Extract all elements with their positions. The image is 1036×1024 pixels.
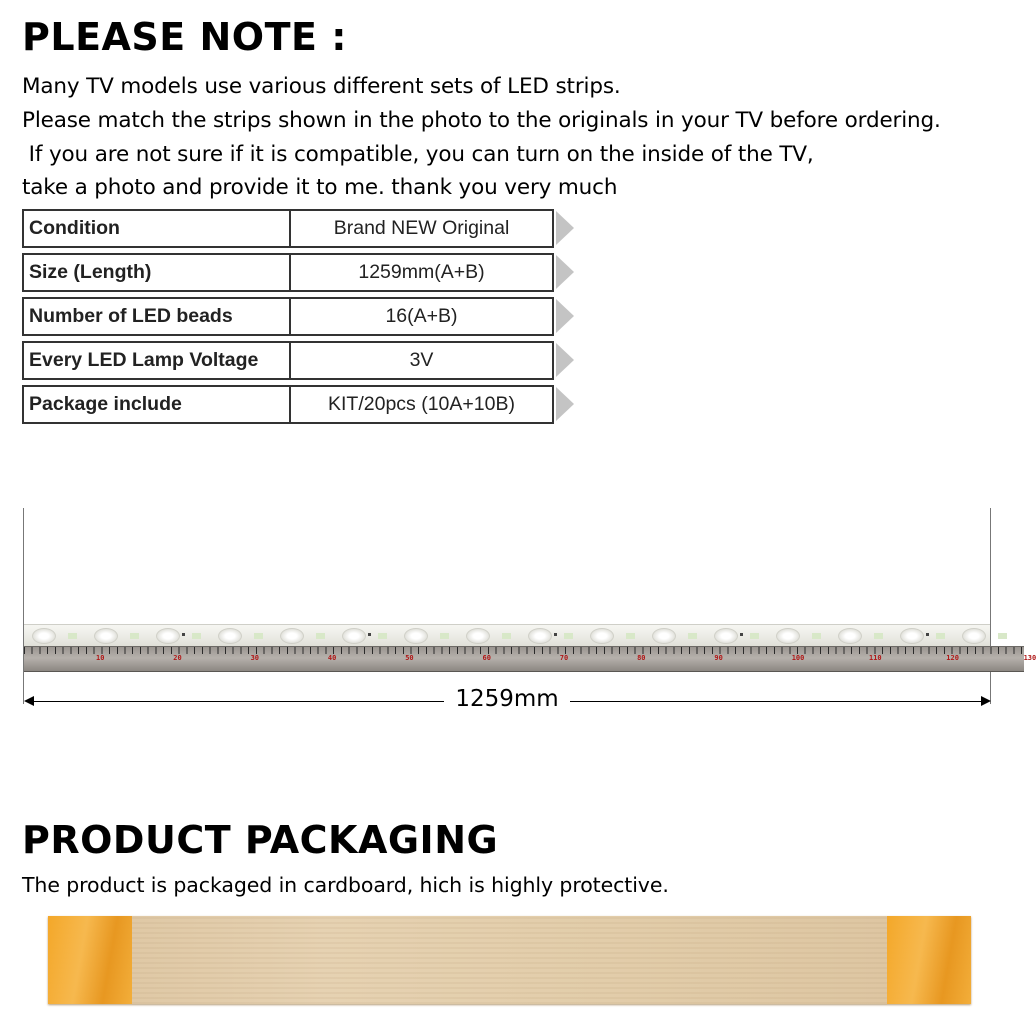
led-bead [900, 628, 924, 644]
led-pad [998, 633, 1007, 639]
led-bead [652, 628, 676, 644]
dimension-line [570, 701, 983, 702]
spec-label: Package include [24, 387, 291, 422]
tape-right [887, 916, 971, 1004]
spec-value: 3V [409, 349, 434, 371]
measure-guide-right [990, 508, 991, 704]
dimension-line [32, 701, 444, 702]
led-pad [936, 633, 945, 639]
packaging-title: PRODUCT PACKAGING [22, 818, 499, 862]
spec-row-box [22, 341, 554, 380]
spec-row-box [22, 209, 554, 248]
spec-label: Size (Length) [24, 255, 291, 290]
led-bead [32, 628, 56, 644]
length-dimension [24, 686, 991, 716]
spec-value: 1259mm(A+B) [358, 261, 485, 283]
led-strip-photo [24, 620, 1036, 672]
led-pad [564, 633, 573, 639]
spec-row-voltage [22, 341, 582, 385]
led-pad [812, 633, 821, 639]
length-label: 1259mm [444, 686, 570, 712]
led-pad [254, 633, 263, 639]
spec-row-led-beads [22, 297, 582, 341]
packaging-description: The product is packaged in cardboard, hich is highly protective. [22, 873, 669, 897]
led-dot [368, 633, 371, 636]
led-bead [838, 628, 862, 644]
ruler-number: 90 [714, 654, 723, 662]
led-bead [776, 628, 800, 644]
ruler-number: 130 [1023, 654, 1036, 662]
spec-row-package [22, 385, 582, 429]
led-dot [182, 633, 185, 636]
led-strip [24, 624, 990, 648]
spec-label: Every LED Lamp Voltage [24, 343, 291, 378]
led-pad [874, 633, 883, 639]
spec-value: KIT/20pcs (10A+10B) [328, 393, 515, 415]
note-line: take a photo and provide it to me. thank you very much [22, 175, 618, 201]
ruler-number: 110 [869, 654, 882, 662]
row-arrow-icon [556, 343, 574, 377]
spec-row-size [22, 253, 582, 297]
led-dot [740, 633, 743, 636]
measuring-ruler [24, 646, 1036, 672]
ruler-number: 50 [405, 654, 414, 662]
note-title: PLEASE NOTE : [22, 15, 347, 59]
ruler-number: 60 [482, 654, 491, 662]
led-pad [130, 633, 139, 639]
row-arrow-icon [556, 387, 574, 421]
spec-label: Number of LED beads [24, 299, 291, 334]
note-line: Please match the strips shown in the photo to the originals in your TV before ordering. [22, 107, 941, 133]
led-pad [440, 633, 449, 639]
note-line: Many TV models use various different sets of LED strips. [22, 74, 621, 99]
ruler-number: 30 [250, 654, 260, 662]
led-pad [502, 633, 511, 639]
led-pad [626, 633, 635, 639]
spec-table [22, 209, 582, 429]
spec-value: Brand NEW Original [333, 217, 510, 239]
led-pad [192, 633, 201, 639]
spec-row-box [22, 253, 554, 292]
note-text [22, 70, 1012, 205]
cardboard-package-photo [48, 916, 971, 1004]
led-pad [688, 633, 697, 639]
led-bead [156, 628, 180, 644]
spec-value: 16(A+B) [385, 305, 458, 327]
led-pad [378, 633, 387, 639]
ruler-number: 100 [791, 654, 805, 662]
led-pad [68, 633, 77, 639]
ruler-number: 70 [559, 654, 569, 662]
measure-guide-left [23, 508, 24, 704]
ruler-number: 20 [173, 654, 182, 662]
row-arrow-icon [556, 299, 574, 333]
ruler-number: 120 [946, 654, 959, 662]
spec-row-condition [22, 209, 582, 253]
row-arrow-icon [556, 211, 574, 245]
led-bead [218, 628, 242, 644]
led-bead [94, 628, 118, 644]
arrow-right-icon [981, 696, 991, 706]
spec-label: Condition [24, 211, 291, 246]
led-bead [342, 628, 366, 644]
ruler-number: 40 [327, 654, 337, 662]
led-bead [714, 628, 738, 644]
spec-row-box [22, 297, 554, 336]
led-bead [590, 628, 614, 644]
led-bead [466, 628, 490, 644]
ruler-number: 10 [96, 654, 105, 662]
ruler-number: 80 [637, 654, 646, 662]
led-bead [962, 628, 986, 644]
row-arrow-icon [556, 255, 574, 289]
spec-row-box [22, 385, 554, 424]
led-dot [554, 633, 557, 636]
led-bead [404, 628, 428, 644]
led-bead [280, 628, 304, 644]
led-bead [528, 628, 552, 644]
note-line: If you are not sure if it is compatible, you can turn on the inside of the TV, [22, 141, 814, 167]
led-pad [316, 633, 325, 639]
tape-left [48, 916, 132, 1004]
led-pad [750, 633, 759, 639]
led-dot [926, 633, 929, 636]
